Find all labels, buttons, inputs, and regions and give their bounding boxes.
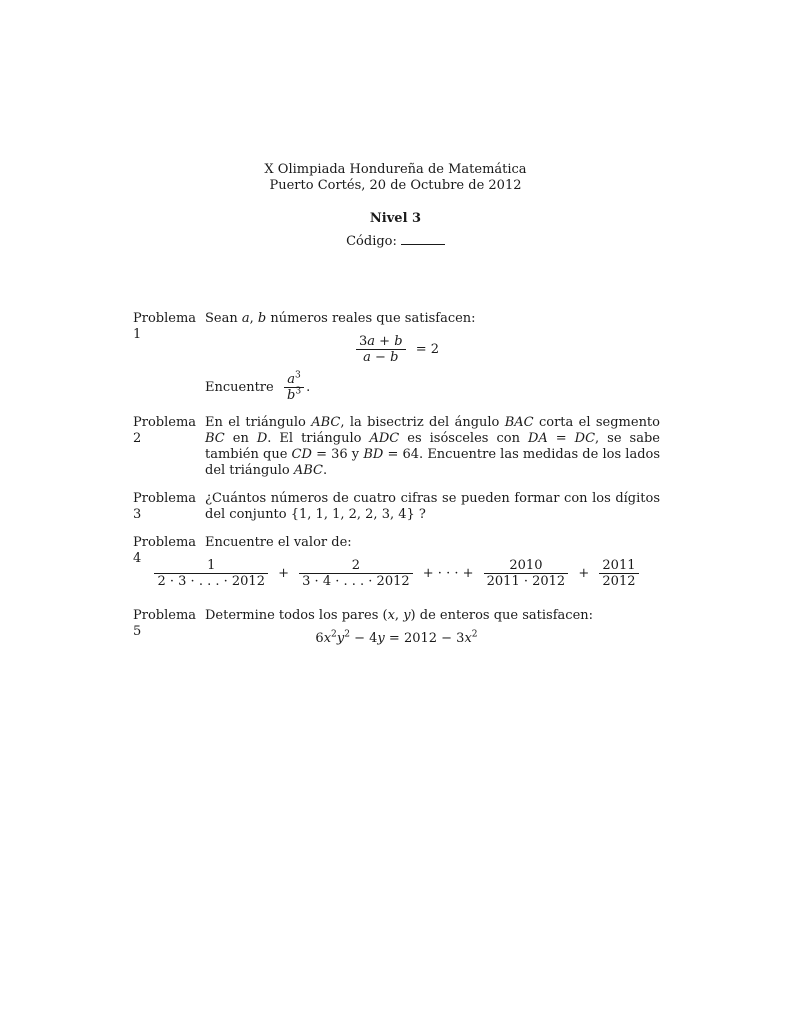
fraction: [597, 558, 640, 589]
problem-1-followup: [205, 372, 660, 403]
fraction-numerator: 2010: [509, 558, 543, 573]
equation-rhs: = 2: [415, 341, 439, 357]
fraction: [282, 372, 306, 403]
problem-5-equation: $6x^2y^2 - 4y = 2012 - 3x^2$: [315, 629, 478, 646]
problem-1-equation: [133, 334, 660, 365]
fraction-denominator: $b^3$: [284, 387, 304, 403]
problem-2-body: [205, 415, 660, 479]
document-title: X Olimpiada Hondureña de Matemática: [264, 162, 527, 177]
problems-list: [133, 311, 660, 654]
fraction-numerator: $a^3$: [287, 370, 301, 387]
problem-5-text: Determine todos los pares (x, y) de enteros que satisfacen:: [205, 608, 594, 623]
document-subtitle: Puerto Cortés, 20 de Octubre de 2012: [269, 178, 522, 193]
fraction-numerator: 3a + b: [359, 334, 403, 349]
code-line: [0, 234, 791, 250]
problem-3-body: [205, 491, 660, 523]
problem-3-text: ¿Cuántos números de cuatro cifras se pueden formar con los dígitos del conjunto {1, 1, 1, 2, 2, 3, 4} ?: [205, 491, 660, 522]
fraction-numerator: 2011: [602, 558, 636, 573]
fraction-denominator: 2012: [599, 573, 638, 589]
fraction: [354, 334, 408, 365]
fraction-denominator: 2011 · 2012: [484, 573, 569, 589]
code-label: Código:: [346, 234, 397, 249]
problem-2-text: En el triángulo ABC, la bisectriz del ángulo BAC corta el segmento BC en D. El triángulo ADC es isósceles con DA = DC, se sabe también que CD = 36 y BD = 64. Encuentre las medidas de los lados del triángulo ABC.: [205, 415, 661, 478]
fraction: [482, 558, 571, 589]
plus-operator: +: [578, 565, 590, 581]
fraction-numerator: 2: [351, 558, 361, 573]
problem-3: [133, 491, 660, 523]
problem-2: [133, 415, 660, 479]
problem-1: [133, 311, 660, 403]
problem-5-body: [205, 608, 660, 654]
document-header: [0, 162, 791, 250]
code-blank-line: [401, 243, 445, 245]
fraction: [297, 558, 414, 589]
problem-3-label: Problema 3: [133, 491, 197, 522]
followup-text: Encuentre: [205, 380, 278, 395]
fraction-denominator: a − b: [356, 349, 406, 365]
problem-5: [133, 608, 660, 654]
plus-cdots-operator: + · · · +: [422, 565, 474, 581]
problem-1-label: Problema 1: [133, 311, 197, 342]
problem-4-text: Encuentre el valor de:: [205, 535, 352, 550]
problem-2-label: Problema 2: [133, 415, 197, 446]
fraction-numerator: 1: [207, 558, 216, 573]
problem-1-text: Sean a, b números reales que satisfacen:: [205, 311, 476, 326]
plus-operator: +: [278, 565, 290, 581]
problem-5-label: Problema 5: [133, 608, 197, 639]
problem-4-formula: [133, 558, 660, 589]
fraction-denominator: 3 · 4 · . . . · 2012: [299, 573, 412, 589]
fraction-denominator: 2 · 3 · . . . · 2012: [154, 573, 267, 589]
problem-4-label: Problema 4: [133, 535, 197, 566]
level-heading: Nivel 3: [369, 211, 422, 226]
problem-1-body: [205, 311, 660, 403]
problem-4: [133, 535, 660, 596]
fraction: [152, 558, 269, 589]
followup-period: .: [306, 380, 311, 395]
